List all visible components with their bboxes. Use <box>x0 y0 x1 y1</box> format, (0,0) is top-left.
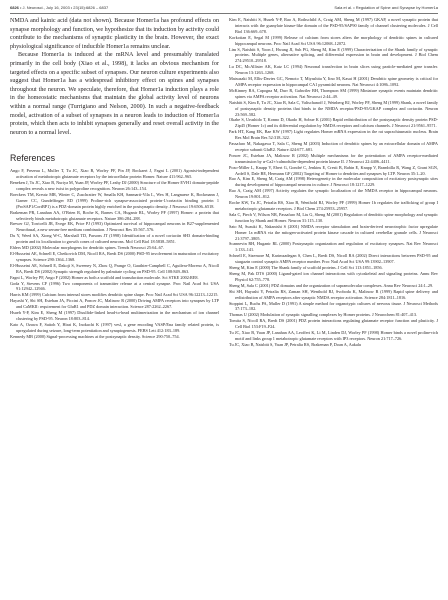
page-number: 6826 <box>10 5 19 10</box>
right-column <box>229 17 438 348</box>
reference-entry: Tu JC, Xiao B, Naisbitt S, Yuan JP, Petralia RS, Brakeman P, Doan A, Aakalu <box>229 341 362 347</box>
header-rule <box>10 13 438 14</box>
reference-entry: Matsuzaki M, Ellis-Davies GC, Nemoto T, Miyashita Y, Iino M, Kasai H (2001) Dendritic spine geometry is critical for AMPA receptor expression in hippocampal CA1 pyramidal neurons. Nat Neurosci 4:1086–1092. <box>229 76 438 87</box>
reference-entry: Korkotian E, Segal M (1999) Release of calcium from stores alters the morphology of dendritic spines in cultured hippocampal neurons. Proc Natl Acad Sci USA 96:12068–12072. <box>229 34 438 46</box>
reference-entry: Kennedy MB (2000) Signal-processing machines at the postsynaptic density. Science 290:750–754. <box>10 333 180 339</box>
reference-list-right <box>229 17 438 348</box>
reference-entry: Tu JC, Xiao B, Yuan JP, Lanahan AA, Leoffert K, Li M, Linden DJ, Worley PF (1998) Homer binds a novel proline-rich motif and links group 1 metabotropic glutamate receptors with IP3 receptors. Neuron 21:717–726. <box>229 330 438 341</box>
reference-entry: Naisbitt S, Kim E, Tu JC, Xiao B, Sala C, Valtschanoff J, Weinberg RJ, Worley PF, Sheng M (1999) Shank, a novel family of postsynaptic density proteins that binds to the NMDA receptor/PSD-95/GKAP complex and cortactin. Neuron 23:569–582. <box>229 99 438 117</box>
reference-entry: Stoppini L, Buchs PA, Muller D (1991) A simple method for organotypic cultures of nervous tissue. J Neurosci Methods 37:173–182. <box>229 300 438 312</box>
references-heading: References <box>10 153 55 164</box>
reference-entry: Roche KW, Tu JC, Petralia RS, Xiao B, Wenthold RJ, Worley PF (1999) Homer 1b regulates the trafficking of group I metabotropic glutamate receptors. J Biol Chem 274:25953–25957. <box>229 200 438 211</box>
reference-list-left <box>10 168 219 339</box>
reference-entry: Okabe S, Urushido T, Konno D, Okado H, Sobue K (2001) Rapid redistribution of the postsynaptic density protein PSD-Zip45 (Homer 1c) and its differential regulation by NMDA receptors and calcium channels. J Neurosci 21:9561–9571. <box>229 117 438 129</box>
reference-entry: Kato A, Ozawa F, Saitoh Y, Hirai K, Inokuchi K (1997) vesl, a gene encoding VASP/Ena family related protein, is upregulated during seizure, long-term potentiation and synaptogenesis. FEBS Lett 412:183–189. <box>10 321 219 333</box>
running-header <box>10 4 438 12</box>
reference-entry: Hsueh Y-P, Kim E, Sheng M (1997) Disulfide-linked head-to-head multimerization in the mechanism of ion channel clustering by PSD-95. Neuron 18:803–814. <box>10 310 219 321</box>
reference-entry: Lu DC, McAllister AK, Katz LC (1994) Neuronal transfection in brain slices using particle-mediated gene transfer. Neuron 13:1263–1268. <box>229 64 438 76</box>
reference-entry: Boeckers TM, Kreutz MR, Winter C, Zuschratter W, Smalla KH, Sanmarti-Vila L, Wex H, Langnaese K, Bockmann J, Garner CC, Gundelfinger ED (1999) Proline-rich synapse-associated protein-1/cortactin binding protein 1 (ProSAP1/CortBP1) is a PDZ-domain protein highly enriched in the postsynaptic density. J Neurosci 19:6506–6518. <box>10 191 219 209</box>
reference-entry: Thomas U (2002) Modulation of synaptic signalling complexes by Homer proteins. J Neurochem 81:407–413. <box>229 312 418 318</box>
reference-entry: Brewer GJ, Torricelli JR, Evege EK, Price PJ (1993) Optimized survival of hippocampal neurons in B27-supplemented Neurobasal, a new serum-free medium combination. J Neurosci Res 35:567–576. <box>10 221 219 233</box>
reference-entry: Du Y, Weed SA, Xiong W-C, Marshall TD, Parsons JT (1998) Identification of a novel cortactin SH3 domain-binding protein and its localization to growth cones of cultured neurons. Mol Cell Biol 18:5838–5851. <box>10 233 219 245</box>
reference-entry: Goda Y, Stevens CF (1996) Two components of transmitter release at a central synapse. Proc Natl Acad Sci USA 91:12942–12946. <box>10 280 219 292</box>
journal-citation: • J. Neurosci., July 16, 2003 • 23(15):6826 – 6837 <box>18 5 109 10</box>
reference-entry: Fagni L, Worley PF, Ango F (2002) Homer as both a scaffold and transduction molecule. Sci STKE 2002:RE8. <box>10 274 199 280</box>
reference-entry: Shi SH, Hayashi Y, Petralia RS, Zaman SH, Wenthold RJ, Svoboda K, Malinow R (1999) Rapid spine delivery and redistribution of AMPA receptors after synaptic NMDA receptor activation. Science 284:1811–1816. <box>229 288 438 300</box>
reference-entry: Hayashi Y, Shi SH, Esteban JA, Piccini A, Poncer JC, Malinow R (2000) Driving AMPA receptors into synapses by LTP and CaMKII: requirement for GluR1 and PDZ domain interaction. Science 287:2262–2267. <box>10 298 219 310</box>
reference-entry: Sheng M, Kim E (2000) The Shank family of scaffold proteins. J Cell Sci 113:1851–1856. <box>229 265 383 271</box>
reference-entry: Harris KM (1999) Calcium from internal stores modifies dendritic spine shape. Proc Natl Acad Sci USA 96:12213–12215. <box>10 292 219 298</box>
reference-entry: Beneken J, Tu JC, Xiao B, Nuriya M, Yuan JP, Worley PF, Leahy DJ (2000) Structure of the Homer EVH1 domain-peptide complex reveals a new twist in polyproline recognition. Neuron 26:143–154. <box>10 180 219 192</box>
reference-entry: Passafaro M, Nakagawa T, Sala C, Sheng M (2003) Induction of dendritic spines by an extracellular domain of AMPA receptor subunit GluR2. Nature 424:677–681. <box>229 141 438 152</box>
running-title: Sala et al. • Regulation of Spine and Synapse by Homer1a <box>334 5 438 10</box>
reference-entry: Lim S, Naisbitt S, Yoon J, Hwang JI, Suh PG, Sheng M, Kim E (1999) Characterization of the Shank family of synaptic proteins. Multiple genes, alternative splicing, and differential expression in brain and development. J Biol Chem 274:29510–29518. <box>229 46 438 64</box>
reference-entry: Sheng M, Sala C (2001) PDZ domains and the organization of supramolecular complexes. Annu Rev Neurosci 24:1–29. <box>229 282 434 288</box>
reference-entry: Rao A, Craig AM (1997) Activity regulates the synaptic localization of the NMDA receptor in hippocampal neurons. Neuron 19:801–812. <box>229 188 438 200</box>
reference-entry: Sala C, Piech V, Wilson NR, Passafaro M, Liu G, Sheng M (2001) Regulation of dendritic spine morphology and synaptic function by Shank and Homer. Neuron 31:115–130. <box>229 211 438 223</box>
body-paragraph: Because Homer1a is induced at the mRNA level and presumably translated primarily in the cell body (Xiao et al., 1998), it lacks an obvious mechanism for targeted effects on a specific subset of synapses. Our neuron culture experiments also suggest that Homer1a has a widespread inhibitory effect on spines and synapses throughout the neuron. We speculate, therefore, that Homer1a induction plays a role in the homeostatic mechanisms that maintain the global activity level of neurons within a normal range (Turrigiano and Nelson, 2000). In such a negative-feedback model, activation of a subset of synapses in a neuron leads to induction of Homer1a protein, which then acts to inhibit synapses generally and reset overall activity in the neuron to a normal level. <box>10 52 219 136</box>
reference-entry: Ango F, Prezeau L, Muller T, Tu JC, Xiao B, Worley PF, Pin JP, Bockaert J, Fagni L (2001) Agonist-independent activation of metabotropic glutamate receptors by the intracellular protein Homer. Nature 411:962–965. <box>10 168 219 180</box>
reference-entry: Rao A, Kim E, Sheng M, Craig AM (1998) Heterogeneity in the molecular composition of excitatory postsynaptic sites during development of hippocampal neurons in culture. J Neurosci 18:1217–1229. <box>229 176 438 188</box>
body-paragraph: NMDA and kainic acid (data not shown). Because Homer1a has profound effects on synapse morphology and function, we hypothesize that its induction by activity could contribute to the mechanisms of synaptic plasticity in the brain. However, the exact physiological significance of inducible Homer1a remains unclear. <box>10 18 219 50</box>
reference-entry: Brakeman PR, Lanahan AA, O'Brien R, Roche K, Barnes CA, Huganir RL, Worley PF (1997) Homer: a protein that selectively binds metabotropic glutamate receptors. Nature 386:284–288. <box>10 209 219 221</box>
reference-entry: Ehlers MD (2002) Molecular morphogens for dendritic spines. Trends Neurosci 25:64–67. <box>10 245 164 251</box>
reference-entry: Pozo-Miller L, Knapp V, Ebert G, Gondré C, Jenkins E, Cresti B, Rabin E, Knapp V, Brambilla R, Wang Z, Grant SGN, Ardell S, Dale BE, Hermann GF (2002) Targeting of Homer to dendrites and synapses by LTP. Neuron 35:1–20. <box>229 164 438 176</box>
reference-entry: Poncer JC, Esteban JA, Malinow R (2002) Multiple mechanisms for the potentiation of AMPA receptor-mediated transmission by α-Ca2+/calmodulin-dependent protein kinase II. J Neurosci 22:4406–4411. <box>229 152 438 164</box>
reference-entry: Scannevin RH, Huganir RL (2000) Postsynaptic organization and regulation of excitatory synapses. Nat Rev Neurosci 1:133–141. <box>229 241 438 253</box>
reference-entry: El-Husseini AE, Schnell E, Dakoji S, Sweeney N, Zhou Q, Prange O, Gauthier-Campbell C, Aguilera-Moreno A, Nicoll RA, Bredt DS (2002) Synaptic strength regulated by palmitate cycling on PSD-95. Cell 108:849–863. <box>10 262 219 274</box>
reference-entry: Park HT, Kang EK, Bae KW (1997) Light regulates Homer mRNA expression in the rat suprachiasmatic nucleus. Brain Res Mol Brain Res 52:318–322. <box>229 129 438 141</box>
reference-entry: Kim E, Naisbitt S, Hsueh Y-P, Rao A, Rothschild A, Craig AM, Sheng M (1997) GKAP, a novel synaptic protein that interacts with the guanylate kinase-like domain of the PSD-95/SAP90 family of channel clustering molecules. J Cell Biol 136:669–678. <box>229 17 438 34</box>
reference-entry: Schnell E, Sizemore M, Karimzadegan S, Chen L, Bredt DS, Nicoll RA (2002) Direct interactions between PSD-95 and stargazin control synaptic AMPA receptor number. Proc Natl Acad Sci USA 99:13902–13907. <box>229 253 438 265</box>
reference-entry: Tomita S, Nicoll RA, Bredt DS (2001) PDZ protein interactions regulating glutamate receptor function and plasticity. J Cell Biol 153:F19–F24. <box>229 318 438 330</box>
reference-entry: Sato M, Suzuki K, Nakanishi S (2001) NMDA receptor stimulation and brain-derived neurotrophic factor upregulate Homer 1a mRNA via the mitogen-activated protein kinase cascade in cultured cerebellar granule cells. J Neurosci 21:3797–3805. <box>229 223 438 241</box>
reference-entry: McKinney RA, Capogna M, Durr R, Gahwiler BH, Thompson SM (1999) Miniature synaptic events maintain dendritic spines via AMPA receptor activation. Nat Neurosci 2:44–49. <box>229 87 438 99</box>
left-column <box>10 17 219 340</box>
reference-entry: El-Husseini AE, Schnell E, Chetkovich DM, Nicoll RA, Bredt DS (2000) PSD-95 involvement in maturation of excitatory synapses. Science 290:1364–1368. <box>10 251 219 262</box>
reference-entry: Sheng M, Pak DTS (2000) Ligand-gated ion channel interactions with cytoskeletal and signaling proteins. Annu Rev Physiol 62:755–778. <box>229 270 438 282</box>
header-citation <box>10 4 108 12</box>
